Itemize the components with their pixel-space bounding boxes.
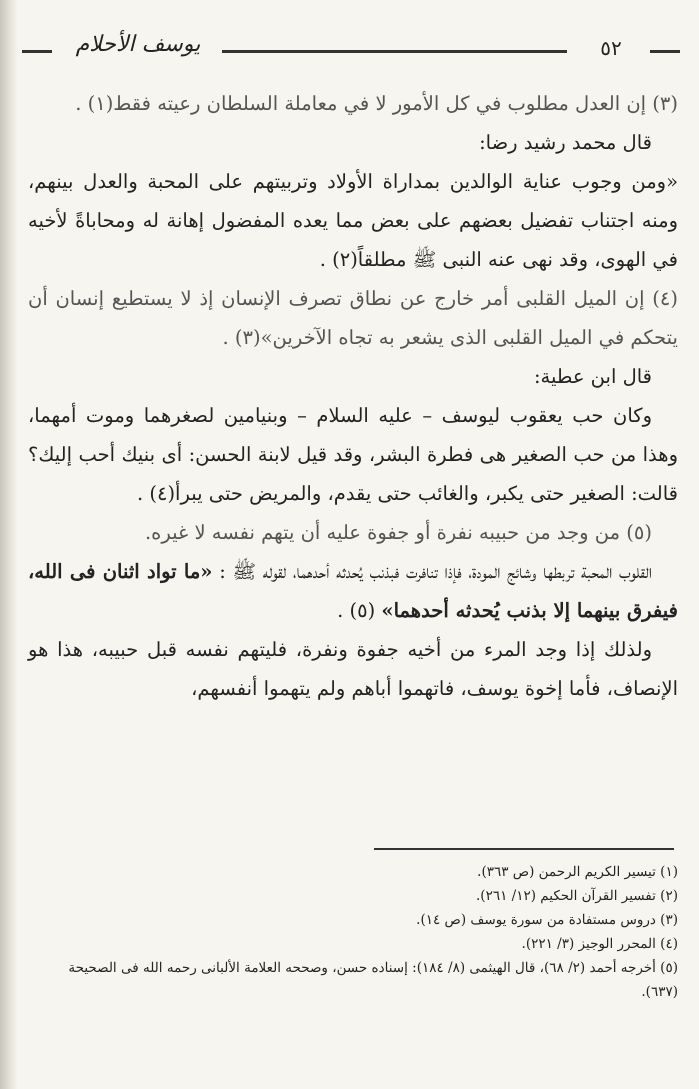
footnote-5: (٥) أخرجه أحمد (٢/ ٦٨)، قال الهيثمى (٨/ ١٨٤): إسناده حسن، وصححه العلامة الألبانى رحمه الله فى الصحيحة (٦٣٧). — [68, 960, 678, 1000]
header-rule-middle — [222, 50, 567, 53]
footnotes — [28, 860, 678, 1004]
header-rule-right — [650, 50, 680, 53]
footnote-rule — [374, 848, 674, 850]
closing-paragraph: ولذلك إذا وجد المرء من أخيه جفوة ونفرة، فليتهم نفسه قبل حبيبه، هذا هو الإنصاف، فأما إخوة يوسف، فاتهموا أباهم ولم يتهموا أنفسهم، — [28, 638, 678, 700]
running-header — [22, 30, 680, 70]
quote-ibn-atiyya: وكان حب يعقوب ليوسف – عليه السلام – وبنيامين لصغرهما وموت أمهما، وهذا من حب الصغير هى فطرة البشر، وقد قيل لابنة الحسن: أى بنيك أحب إليك؟ قالت: الصغير حتى يكبر، والغائب حتى يقدم، والمريض حتى يبرأ(٤) . — [28, 404, 678, 505]
point-4: (٤) إن الميل القلبى أمر خارج عن نطاق تصرف الإنسان إذ لا يستطيع إنسان أن يتحكم في الميل القلبى الذى يشعر به تجاه الآخرين»(٣) . — [28, 287, 678, 349]
footnote-3: (٣) دروس مستفادة من سورة يوسف (ص ١٤). — [416, 912, 678, 928]
quote-intro-rida: قال محمد رشيد رضا: — [479, 131, 652, 154]
hadith-note-ref: (٥) . — [337, 599, 376, 622]
point-3: (٣) إن العدل مطلوب في كل الأمور لا في معاملة السلطان رعيته فقط(١) . — [75, 92, 678, 115]
main-text — [28, 84, 678, 708]
hadith-paragraph — [28, 552, 678, 630]
footnote-2: (٢) تفسير القرآن الحكيم (١٢/ ٢٦١). — [476, 888, 678, 904]
footnote-1: (١) تيسير الكريم الرحمن (ص ٣٦٣). — [477, 864, 678, 880]
binding-shadow — [0, 0, 18, 1089]
quote-rida: «ومن وجوب عناية الوالدين بمداراة الأولاد وتربيتهم على المحبة والعدل بينهم، ومنه اجتناب تفضيل بعضهم على بعض مما يعده المفضول إهانة له ومحاباةً لأخيه في الهوى، وقد نهى عنه النبى ﷺ مطلقاً(٢) . — [28, 170, 678, 271]
quote-intro-ibn-atiyya: قال ابن عطية: — [533, 365, 652, 388]
point-5: (٥) من وجد من حبيبه نفرة أو جفوة عليه أن يتهم نفسه لا غيره. — [144, 521, 652, 544]
header-rule-left — [22, 50, 52, 53]
hadith-text: «ما تواد اثنان فى الله، فيفرق بينهما إلا بذنب يُحدثه أحدهما» — [28, 560, 678, 622]
running-title: يوسف الأحلام — [75, 32, 201, 57]
hadith-lead: القلوب المحبة تربطها وشائج المودة، فإذا تنافرت فبذنب يُحدثه أحدهما، لقوله ﷺ : — [219, 560, 652, 583]
page-number: ٥٢ — [600, 36, 622, 60]
footnote-4: (٤) المحرر الوجيز (٣/ ٢٢١). — [521, 936, 678, 952]
